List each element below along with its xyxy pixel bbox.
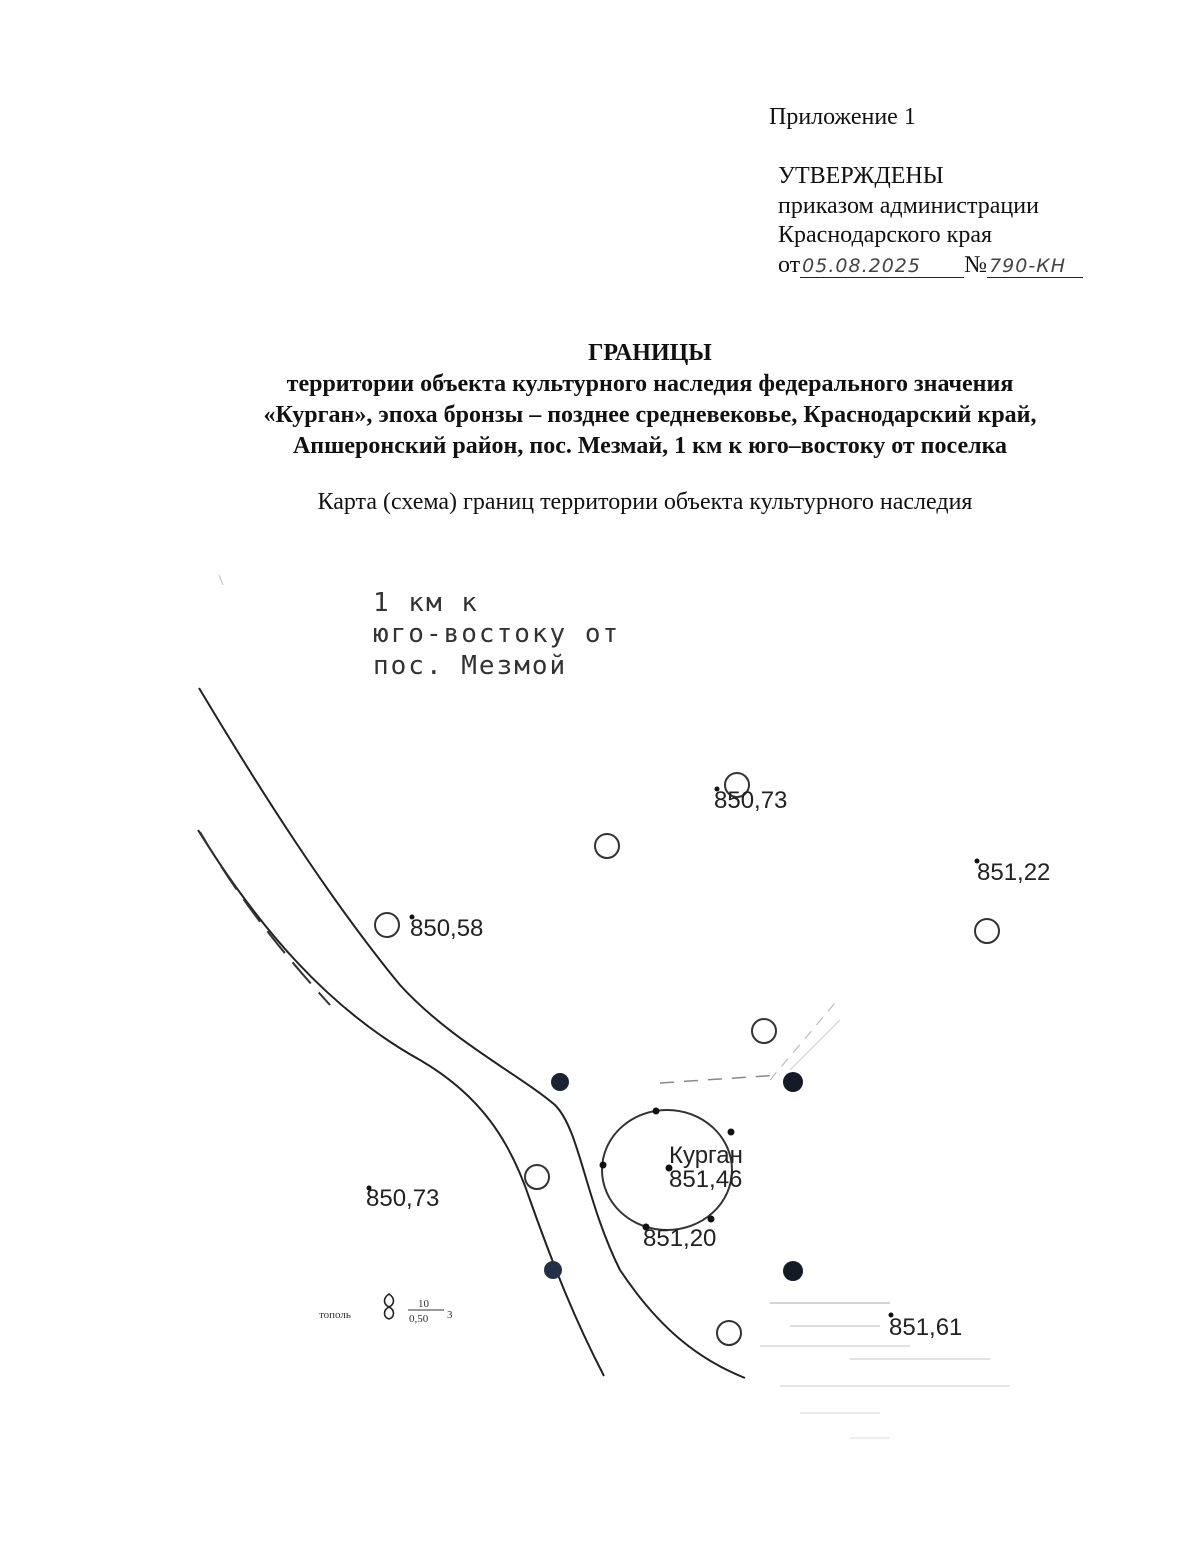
approved-heading: УТВЕРЖДЕНЫ [778,163,944,189]
title-heading: ГРАНИЦЫ [588,340,712,366]
order-date: 05.08.2025 [800,255,964,278]
boundary-point [708,1216,715,1223]
region-line: Краснодарского края [778,222,993,248]
order-line: приказом администрации [778,192,1039,219]
legend-numerator: 10 [418,1298,429,1310]
map-subtitle: Карта (схема) границ территории объекта культурного наследия [317,489,973,515]
filled-marker [783,1261,803,1281]
boundary-point [600,1162,607,1169]
elevation-top-right: 851,22 [977,859,1051,886]
order-number: 790-КН [987,255,1083,278]
boundary-point [653,1108,660,1115]
title-line-2: «Курган», эпоха бронзы – позднее средневековье, Краснодарский край, [263,402,1037,428]
date-prefix: от [778,251,801,278]
title-line-1: территории объекта культурного наследия федерального значения [286,371,1014,397]
boundary-map [0,560,1200,1460]
faint-line [790,1020,840,1070]
tree-symbol [717,1321,741,1345]
elevation-top: 850,73 [714,787,788,814]
dashed-track [200,832,330,1005]
legend-denominator: 0,50 [409,1313,429,1325]
scan-mark [219,575,223,585]
legend-label: тополь [319,1309,351,1321]
number-prefix: № [964,251,988,278]
appendix-label: Приложение 1 [769,104,916,130]
elevation-bottom-left: 850,73 [366,1185,440,1212]
location-line-3: пос. Мезмой [373,651,568,681]
legend-suffix: 3 [447,1309,453,1321]
filled-marker [544,1261,562,1279]
tree-legend-icon [385,1294,394,1319]
mound-label: Курган [669,1142,743,1169]
location-line-1: 1 км к [373,588,479,618]
elevation-bottom-right: 851,61 [889,1314,963,1341]
location-line-2: юго-востоку от [373,619,621,649]
faint-line [770,1003,835,1080]
mound-elevation: 851,46 [669,1166,743,1193]
elevation-left: 850,58 [410,915,484,942]
faint-line [660,1075,780,1083]
filled-marker [783,1072,803,1092]
elevation-mound-south: 851,20 [643,1225,717,1252]
date-number-line [778,251,1083,281]
tree-symbol [975,919,999,943]
title-line-3: Апшеронский район, пос. Мезмай, 1 км к юго–востоку от поселка [292,433,1008,459]
faded-stamp [760,1302,1010,1439]
tree-symbol [525,1165,549,1189]
tree-symbol [375,913,399,937]
road-edge-north [199,688,745,1378]
filled-marker [551,1073,569,1091]
road-edge-south [198,830,604,1376]
document-title [0,338,1200,462]
tree-symbol [752,1019,776,1043]
trees [375,773,999,1345]
tree-symbol [595,834,619,858]
approval-block [778,162,1083,280]
boundary-point [728,1129,735,1136]
